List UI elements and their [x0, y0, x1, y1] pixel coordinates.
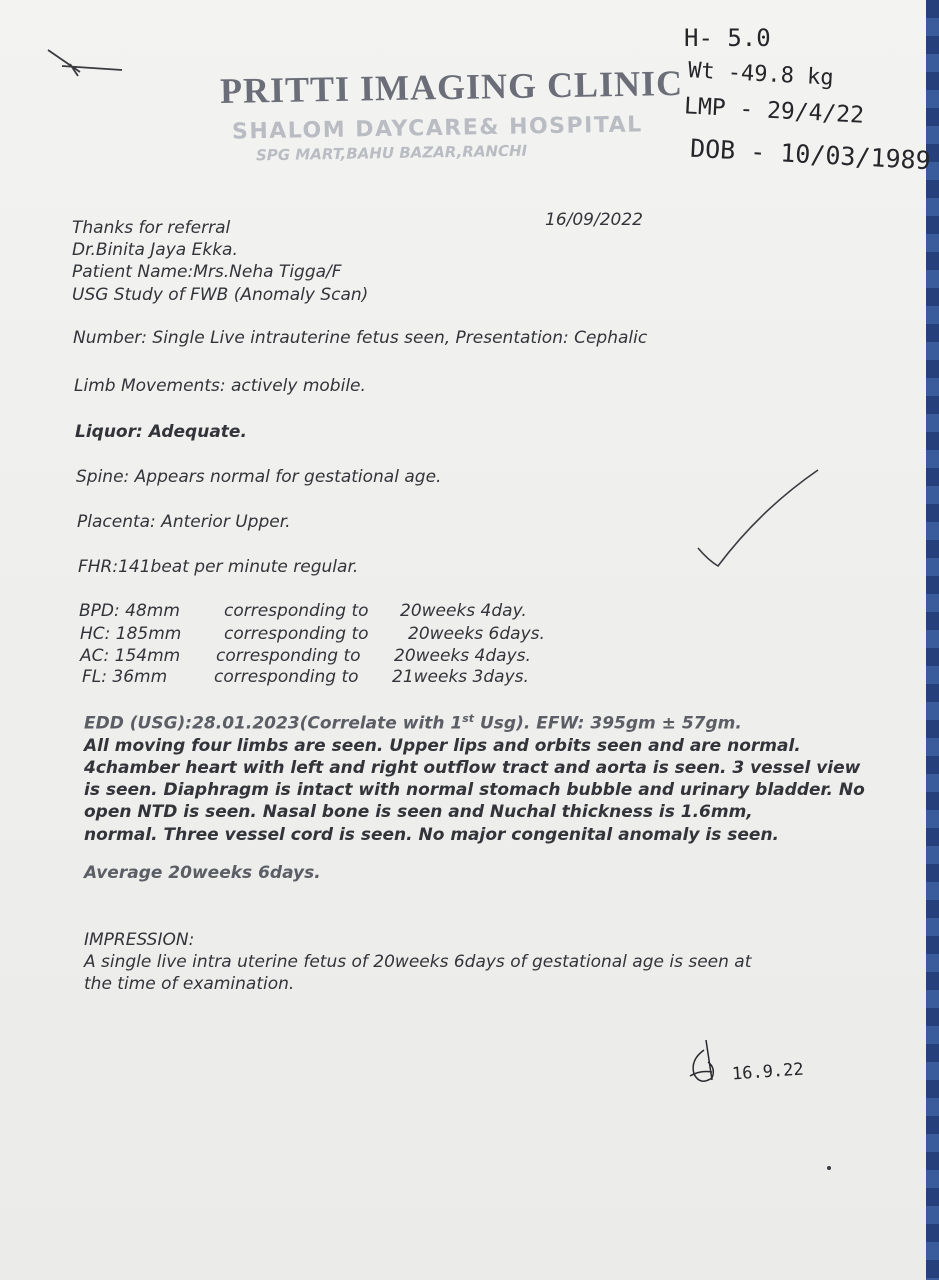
fhr: FHR:141beat per minute regular. [78, 557, 359, 577]
impression-line: A single live intra uterine fetus of 20weeks 6days of gestational age is seen at [84, 952, 752, 972]
biometry-corr: corresponding to [224, 624, 369, 644]
impression-heading: IMPRESSION: [84, 930, 195, 950]
hospital-name: SHALOM DAYCARE& HOSPITAL [231, 112, 643, 145]
biometry-param: BPD: 48mm [79, 601, 180, 621]
clinic-name: PRITTI IMAGING CLINIC [219, 62, 684, 111]
biometry-age: 20weeks 4days. [394, 646, 531, 666]
signature-date: 16.9.22 [731, 1059, 805, 1085]
doctor-name: Dr.Binita Jaya Ekka. [72, 240, 238, 260]
findings-line: All moving four limbs are seen. Upper lips and orbits seen and are normal. [84, 736, 801, 756]
average-age: Average 20weeks 6days. [84, 863, 321, 883]
handwritten-dob: DOB - 10/03/1989 [689, 133, 932, 176]
edd-line [84, 712, 742, 734]
handwritten-weight: Wt -49.8 kg [687, 58, 835, 91]
background-edge [925, 0, 939, 1280]
biometry-age: 20weeks 6days. [408, 624, 545, 644]
handwritten-height: H- 5.0 [684, 24, 771, 52]
limb-movements: Limb Movements: actively mobile. [74, 376, 366, 396]
clinic-address: SPG MART,BAHU BAZAR,RANCHI [255, 141, 528, 165]
biometry-age: 20weeks 4day. [400, 601, 527, 621]
edd-text: EDD (USG):28.01.2023(Correlate with 1 [84, 713, 463, 734]
report-date: 16/09/2022 [545, 210, 643, 230]
corner-pen-mark [48, 50, 122, 76]
biometry-age: 21weeks 3days. [392, 667, 529, 687]
edd-efw: Usg). EFW: 395gm ± 57gm. [474, 713, 742, 734]
patient-name: Patient Name:Mrs.Neha Tigga/F [72, 262, 342, 282]
findings-line: 4chamber heart with left and right outflow tract and aorta is seen. 3 vessel view [84, 758, 861, 778]
findings-line: is seen. Diaphragm is intact with normal stomach bubble and urinary bladder. No [84, 780, 865, 800]
biometry-param: FL: 36mm [82, 667, 168, 687]
impression-line: the time of examination. [84, 974, 295, 994]
study-title: USG Study of FWB (Anomaly Scan) [72, 285, 369, 305]
liquor: Liquor: Adequate. [75, 422, 247, 442]
biometry-param: AC: 154mm [80, 646, 181, 666]
edd-superscript: st [462, 712, 475, 725]
placenta: Placenta: Anterior Upper. [77, 512, 291, 532]
biometry-param: HC: 185mm [80, 624, 182, 644]
check-mark [698, 470, 818, 566]
biometry-corr: corresponding to [216, 646, 361, 666]
fetus-number: Number: Single Live intrauterine fetus seen, Presentation: Cephalic [73, 328, 648, 348]
dot-mark [827, 1166, 831, 1170]
findings-line: normal. Three vessel cord is seen. No major congenital anomaly is seen. [84, 825, 780, 845]
findings-line: open NTD is seen. Nasal bone is seen and Nuchal thickness is 1.6mm, [84, 802, 753, 822]
spine: Spine: Appears normal for gestational age. [76, 467, 442, 487]
signature-scribble [690, 1040, 713, 1081]
handwritten-lmp: LMP - 29/4/22 [683, 93, 865, 129]
thanks-line: Thanks for referral [72, 218, 231, 238]
biometry-corr: corresponding to [214, 667, 359, 687]
biometry-corr: corresponding to [224, 601, 369, 621]
